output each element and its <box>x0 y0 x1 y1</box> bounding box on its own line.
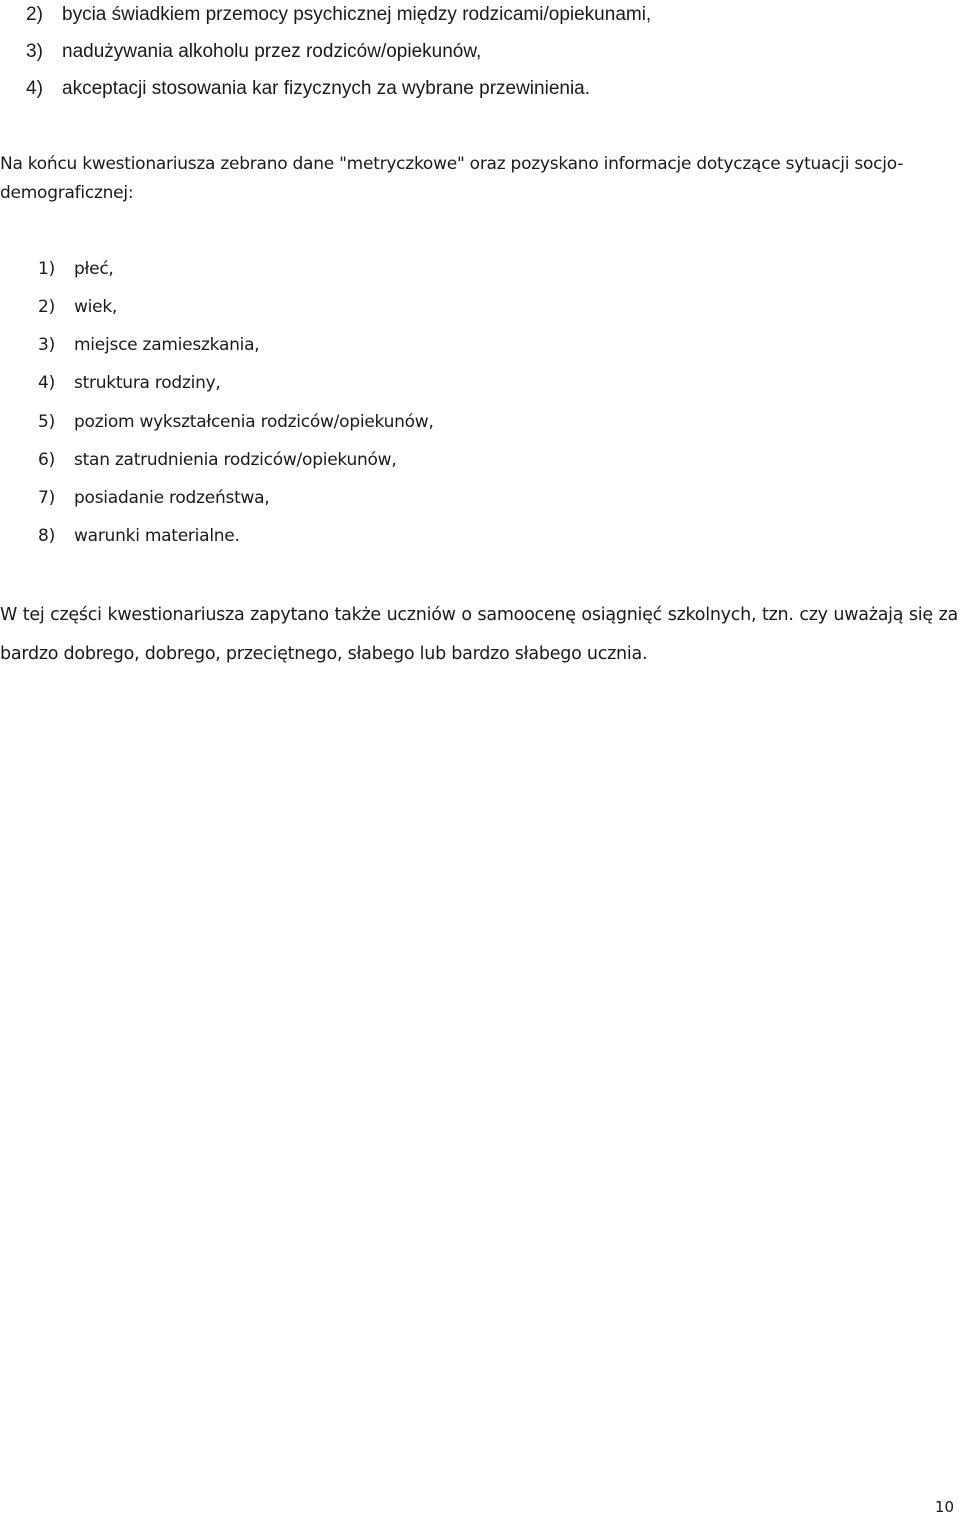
list-item-number: 4) <box>26 78 43 99</box>
list-item-number: 2) <box>26 4 43 25</box>
list-item <box>0 292 960 322</box>
intro-paragraph: Na końcu kwestionariusza zebrano dane "metryczkowe" oraz pozyskano informacje dotyczące sytuacji socjo-demograficznej: <box>0 154 904 203</box>
list-item-text: wiek, <box>74 297 118 317</box>
list-item-number: 4) <box>38 373 55 393</box>
list-item-number: 1) <box>38 259 55 279</box>
list-item <box>0 254 960 284</box>
list-item <box>0 330 960 360</box>
list-item-text: posiadanie rodzeństwa, <box>74 488 270 508</box>
list-item <box>0 368 960 398</box>
list-item-number: 2) <box>38 297 55 317</box>
list-item-text: nadużywania alkoholu przez rodziców/opiekunów, <box>62 41 482 62</box>
list-item <box>0 521 960 551</box>
list-item-number: 3) <box>38 335 55 355</box>
list-item <box>0 483 960 513</box>
list-item-number: 7) <box>38 488 55 508</box>
list-item-number: 8) <box>38 526 55 546</box>
list-item-number: 5) <box>38 412 55 432</box>
list-item-text: miejsce zamieszkania, <box>74 335 260 355</box>
list-item-number: 3) <box>26 41 43 62</box>
list-item-text: poziom wykształcenia rodziców/opiekunów, <box>74 412 434 432</box>
list-item <box>0 445 960 475</box>
list-item-text: akceptacji stosowania kar fizycznych za wybrane przewinienia. <box>62 78 591 99</box>
list-item <box>0 407 960 437</box>
list-item-text: bycia świadkiem przemocy psychicznej między rodzicami/opiekunami, <box>62 4 652 25</box>
list-item-number: 6) <box>38 450 55 470</box>
page-number: 10 <box>934 1498 954 1516</box>
list-item-text: stan zatrudnienia rodziców/opiekunów, <box>74 450 397 470</box>
list-item-text: warunki materialne. <box>74 526 240 546</box>
list-item-text: struktura rodziny, <box>74 373 221 393</box>
closing-paragraph: W tej części kwestionariusza zapytano także uczniów o samoocenę osiągnięć szkolnych, tzn. czy uważają się za bardzo dobrego, dobrego, przeciętnego, słabego lub bardzo słabego ucznia. <box>0 605 958 664</box>
list-item-text: płeć, <box>74 259 114 279</box>
